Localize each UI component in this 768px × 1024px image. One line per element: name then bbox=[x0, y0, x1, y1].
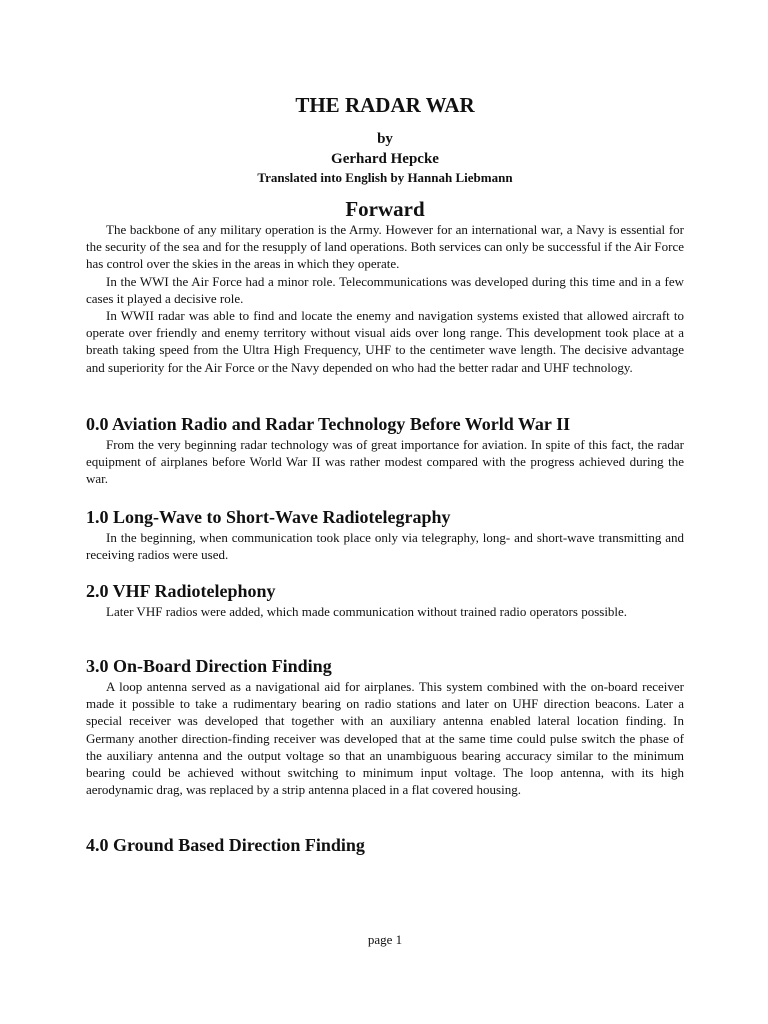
forward-heading: Forward bbox=[345, 197, 425, 221]
translator-credit: Translated into English by Hannah Liebmann bbox=[257, 170, 513, 185]
forward-paragraph: In the WWI the Air Force had a minor role. Telecommunications was developed during this time and in a few cases it played a decisive role. bbox=[86, 273, 684, 306]
section-body bbox=[86, 436, 684, 488]
author-name: Gerhard Hepcke bbox=[331, 151, 439, 167]
forward-paragraph: In WWII radar was able to find and locate the enemy and navigation systems existed that allowed aircraft to operate over friendly and enemy territory without visual aids over long range. This development took place at a breath taking speed from the Ultra High Frequency, UHF to the centimeter wave length. The decisive advantage and superiority for the Air Force or the Navy depended on who had the better radar and UHF technology. bbox=[86, 308, 684, 375]
forward-body bbox=[86, 221, 684, 376]
section-body bbox=[86, 603, 684, 620]
section-heading: 4.0 Ground Based Direction Finding bbox=[86, 835, 365, 855]
section-paragraph: A loop antenna served as a navigational aid for airplanes. This system combined with the on-board receiver made it possible to take a rudimentary bearing on radio stations and later on UHF direction beacons. Later a special receiver was developed that together with an auxiliary antenna enabled lateral location finding. In Germany another direction-finding receiver was developed that at the same time could pulse switch the phase of the auxiliary antenna and the output voltage so that an unambiguous bearing accuracy similar to the minimum bearing could be achieved without switching to minimum input voltage. The loop antenna, with its high aerodynamic drag, was replaced by a strip antenna placed in a flat covered housing. bbox=[86, 679, 684, 798]
document-page bbox=[86, 0, 684, 1024]
section-paragraph: In the beginning, when communication took place only via telegraphy, long- and short-wave transmitting and receiving radios were used. bbox=[86, 530, 684, 563]
section-paragraph: From the very beginning radar technology was of great importance for aviation. In spite of this fact, the radar equipment of airplanes before World War II was rather modest compared with the progress achieved during the war. bbox=[86, 437, 684, 487]
forward-paragraph: The backbone of any military operation is the Army. However for an international war, a Navy is essential for the security of the sea and for the resupply of land operations. Both services can only be successful if the Air Force has control over the skies in the areas in which they operate. bbox=[86, 222, 684, 272]
section-paragraph: Later VHF radios were added, which made communication without trained radio operators possible. bbox=[106, 604, 628, 619]
section-body bbox=[86, 529, 684, 563]
byline: by bbox=[377, 131, 393, 147]
section-heading: 2.0 VHF Radiotelephony bbox=[86, 581, 276, 601]
page-number: page 1 bbox=[367, 932, 403, 947]
section-heading: 0.0 Aviation Radio and Radar Technology Before World War II bbox=[86, 414, 571, 434]
section-heading: 1.0 Long-Wave to Short-Wave Radiotelegraphy bbox=[86, 507, 451, 527]
document-title: THE RADAR WAR bbox=[295, 93, 475, 117]
section-heading: 3.0 On-Board Direction Finding bbox=[86, 656, 332, 676]
section-body bbox=[86, 678, 684, 798]
